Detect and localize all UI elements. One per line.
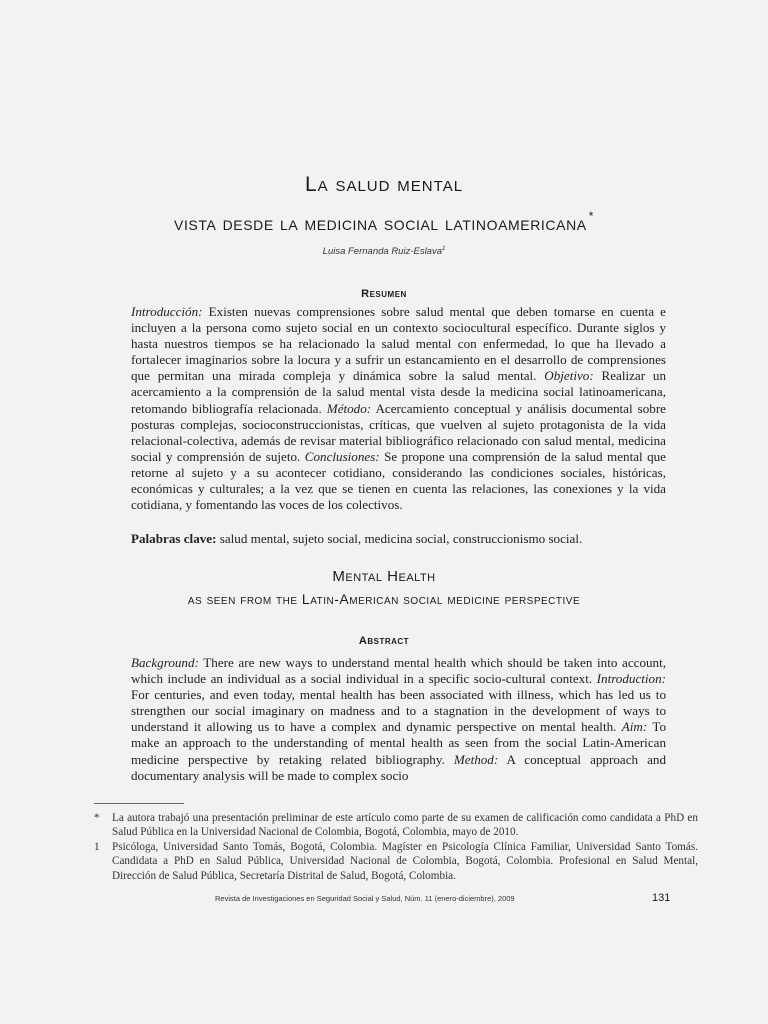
title-line-2 [0, 200, 768, 240]
abstract-label-aim: Aim: [621, 719, 648, 735]
abstract-label-background: Background: [131, 655, 199, 670]
resumen-label-objetivo: Objetivo: [544, 368, 594, 384]
title-line-1: La salud mental [304, 173, 464, 196]
author-name: Luisa Fernanda Ruiz-Eslava [322, 246, 442, 258]
footnote-divider [94, 803, 184, 804]
keywords-text: salud mental, sujeto social, medicina social, construccionismo social. [216, 531, 583, 546]
abstract-heading: Abstract [358, 635, 410, 647]
english-title [0, 566, 768, 610]
abstract-label-method: Method: [453, 751, 499, 767]
author-footnote-mark: 1 [442, 246, 446, 252]
resumen-text-objetivo: Realizar un acercamiento a la comprensión de la salud mental vista desde la medicina social latinoamericana, retomando bibliografía relacionada. [131, 368, 666, 416]
resumen-label-conclusiones: Conclusiones: [304, 448, 380, 464]
resumen-text-intro: Existen nuevas comprensiones sobre salud mental que deben tomarse en cuenta e incluyen a la persona como sujeto social en un contexto sociocultural específico. Durante siglos y hasta nuestros tiempos se ha relacionado la salud mental con enfermedad, lo que ha llevado a fortalecer imaginarios sobre la locura y a sufrir un estancamiento en el desarrollo de comprensiones que permitan una mirada compleja y dinámica sobre la salud mental. [131, 304, 666, 384]
resumen-body [131, 304, 666, 513]
author-line [0, 246, 768, 257]
footnote-1 [94, 811, 698, 840]
abstract-body [131, 655, 666, 784]
abstract-text-introduction: For centuries, and even today, mental health has been associated with illness, which has led us to strengthen our social imaginary on madness and to a stagnation in the development of ways to understand it allowing us to have a complex and dynamic perspective on mental health. [131, 687, 666, 735]
running-footer: Revista de Investigaciones en Seguridad Social y Salud, Núm. 11 (enero-diciembre), 2009 [215, 894, 515, 903]
english-title-line-1: Mental Health [332, 568, 436, 585]
abstract-text-method: A conceptual approach and documentary analysis will be made to complex socio [131, 751, 666, 783]
keywords-line [131, 531, 666, 547]
resumen-heading: Resumen [361, 288, 407, 300]
footnote-2-text: Psicóloga, Universidad Santo Tomás, Bogotá, Colombia. Magíster en Psicología Clínica Familiar, Universidad Santo Tomás. Candidata a PhD en Salud Pública, Universidad Nacional de Colombia, Bogotá, Colombia. Profesional en Salud Mental, Dirección de Salud Pública, Secretaría Distrital de Salud, Bogotá, Colombia. [112, 841, 698, 882]
title-line-2-text: vista desde la medicina social latinoamericana [174, 213, 587, 235]
resumen-text-metodo: Acercamiento conceptual y análisis documental sobre posturas complejas, socioconstruccionistas, críticas, que vuelven al sujeto protagonista de la vida relacional-colectiva, además de revisar material bibliográfico relacionado con salud mental, medicina social y comprensión de sujeto. [131, 400, 666, 464]
resumen-label-metodo: Método: [326, 400, 372, 416]
footnote-1-text: La autora trabajó una presentación preliminar de este artículo como parte de su examen de calificación como candidata a PhD en Salud Pública en la Universidad Nacional de Colombia, Bogotá, Colombia, mayo de 2010. [112, 812, 698, 839]
title-footnote-mark: * [588, 209, 594, 223]
footnote-1-mark: * [94, 812, 100, 824]
article-title [0, 170, 768, 240]
page-number: 131 [652, 892, 671, 904]
resumen-text-conclusiones: Se propone una comprensión de la salud mental que retorne al sujeto y a su acontecer cotidiano, considerando las condiciones sociales, históricas, económicas y culturales; a la vez que se tienen en cuenta las relaciones, las conexiones y la vida cotidiana, y fomentando las voces de los colectivos. [131, 448, 666, 513]
abstract-label-introduction: Introduction: [596, 671, 666, 687]
keywords-label: Palabras clave: [131, 531, 217, 546]
resumen-label-intro: Introducción: [131, 304, 203, 319]
english-title-line-2: as seen from the Latin-American social medicine perspective [187, 591, 581, 607]
footnote-2-mark: 1 [94, 841, 100, 853]
footnote-2 [94, 840, 698, 883]
abstract-text-background: There are new ways to understand mental health which should be taken into account, which include an individual as a social individual in a specific socio-cultural context. [131, 655, 666, 687]
abstract-text-aim: To make an approach to the understanding of mental health as seen from the social Latin-American medicine perspective by retaking related bibliography. [131, 719, 666, 767]
